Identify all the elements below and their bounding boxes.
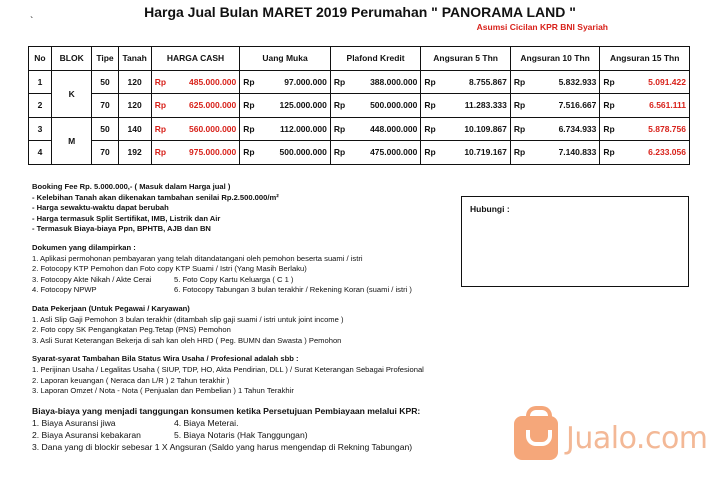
cell-plafond: [330, 117, 421, 141]
kpr-assumption-note: Asumsi Cicilan KPR BNI Syariah: [476, 22, 608, 32]
cell-no: 4: [29, 141, 52, 165]
cell-angsuran-15: [600, 141, 690, 165]
list-item: 1. Aplikasi permohonan pembayaran yang telah ditandatangani oleh pemohon beserta suami / istri: [32, 253, 363, 263]
list-item: [32, 285, 462, 296]
value: 475.000.000: [370, 147, 418, 158]
header-uang-muka: Uang Muka: [240, 47, 331, 71]
list-item: [32, 429, 462, 441]
currency: Rp: [424, 147, 436, 158]
cell-angsuran-5: [421, 70, 511, 94]
currency: Rp: [603, 76, 615, 87]
cell-uang-muka: [240, 117, 331, 141]
cell-tanah: 140: [118, 117, 151, 141]
cell-no: 3: [29, 117, 52, 141]
table-header-row: [29, 47, 690, 71]
watermark-logo: [514, 416, 708, 460]
list-item-right: 5. Biaya Notaris (Hak Tanggungan): [174, 429, 308, 440]
cell-angsuran-10: [510, 94, 600, 118]
currency: Rp: [243, 147, 255, 158]
table-row: [29, 141, 690, 165]
header-tipe: Tipe: [92, 47, 118, 71]
cell-angsuran-10: [510, 70, 600, 94]
header-no: No: [29, 47, 52, 71]
currency: Rp: [513, 76, 526, 87]
cell-uang-muka: [240, 94, 331, 118]
table-row: [29, 117, 690, 141]
cell-plafond: [330, 94, 421, 118]
cell-plafond: [330, 141, 421, 165]
currency: Rp: [333, 100, 346, 111]
value: 485.000.000: [188, 76, 237, 87]
currency: Rp: [424, 123, 436, 134]
value: 10.109.867: [464, 123, 507, 134]
list-item: 2. Foto copy SK Pengangkatan Peg.Tetap (PNS) Pemohon: [32, 325, 231, 335]
value: 6.233.056: [648, 147, 686, 158]
cell-harga-cash: [151, 70, 239, 94]
value: 6.734.933: [558, 123, 597, 134]
value: 10.719.167: [464, 147, 507, 158]
value: 97.000.000: [284, 76, 327, 87]
header-angsuran-5: Angsuran 5 Thn: [421, 47, 511, 71]
list-item: [32, 417, 462, 429]
cell-no: 2: [29, 94, 52, 118]
cell-tanah: 120: [118, 70, 151, 94]
cell-blok-k: K: [51, 70, 92, 117]
list-item-right: 5. Foto Copy Kartu Keluarga ( C 1 ): [174, 274, 294, 284]
page-title: Harga Jual Bulan MARET 2019 Perumahan " PANORAMA LAND ": [144, 4, 576, 20]
currency: Rp: [243, 76, 255, 87]
list-item-right: 6. Fotocopy Tabungan 3 bulan terakhir / Rekening Koran (suami / istri ): [174, 285, 412, 295]
list-item-left: 1. Biaya Asuransi jiwa: [32, 417, 116, 428]
cell-no: 1: [29, 70, 52, 94]
price-table: [28, 46, 690, 165]
cell-angsuran-15: [600, 94, 690, 118]
watermark-text: Jualo.com: [566, 420, 708, 456]
cell-angsuran-5: [421, 117, 511, 141]
currency: Rp: [333, 147, 346, 158]
biaya-heading: Biaya-biaya yang menjadi tanggungan konsumen ketika Persetujuan Pembiayaan melalui KPR:: [32, 405, 421, 416]
cell-tipe: 70: [92, 141, 118, 165]
list-item: 3. Laporan Omzet / Nota - Nota ( Penjualan dan Pembelian ) 1 Tahun Terakhir: [32, 386, 294, 396]
list-item: 1. Perijinan Usaha / Legalitas Usaha ( SIUP, TDP, HO, Akta Pendirian, DLL ) / Surat Keterangan Sebagai Profesional: [32, 364, 424, 374]
value: 625.000.000: [188, 100, 237, 111]
list-item: 1. Asli Slip Gaji Pemohon 3 bulan terakhir (ditambah slip gaji suami / istri untuk joint income ): [32, 314, 344, 324]
list-item-right: 4. Biaya Meterai.: [174, 417, 239, 428]
tick-mark: `: [30, 16, 34, 27]
cell-harga-cash: [151, 117, 239, 141]
cell-angsuran-15: [600, 70, 690, 94]
list-item: 3. Dana yang di blockir sebesar 1 X Angsuran (Saldo yang harus mengendap di Rekning Tabungan): [32, 441, 413, 452]
currency: Rp: [243, 123, 255, 134]
cell-uang-muka: [240, 141, 331, 165]
cell-uang-muka: [240, 70, 331, 94]
currency: Rp: [154, 123, 167, 134]
cell-plafond: [330, 70, 421, 94]
list-item: 2. Fotocopy KTP Pemohon dan Foto copy KTP Suami / Istri (Yang Masih Berlaku): [32, 264, 307, 274]
cell-angsuran-10: [510, 141, 600, 165]
booking-item: - Termasuk Biaya-biaya Ppn, BPHTB, AJB dan BN: [32, 224, 211, 234]
cell-blok-m: M: [51, 117, 92, 164]
shopping-bag-icon: [514, 416, 558, 460]
header-tanah: Tanah: [118, 47, 151, 71]
header-harga-cash: HARGA CASH: [151, 47, 239, 71]
pekerjaan-heading: Data Pekerjaan (Untuk Pegawai / Karyawan): [32, 303, 190, 313]
value: 125.000.000: [279, 100, 327, 111]
currency: Rp: [154, 76, 167, 87]
currency: Rp: [154, 147, 167, 158]
contact-label: Hubungi :: [470, 204, 510, 214]
list-item-left: 2. Biaya Asuransi kebakaran: [32, 429, 141, 440]
header-angsuran-15: Angsuran 15 Thn: [600, 47, 690, 71]
value: 7.140.833: [558, 147, 597, 158]
currency: Rp: [154, 100, 167, 111]
list-item-left: 4. Fotocopy NPWP: [32, 285, 97, 295]
cell-angsuran-10: [510, 117, 600, 141]
value: 560.000.000: [188, 123, 237, 134]
booking-item: - Harga termasuk Split Sertifikat, IMB, Listrik dan Air: [32, 213, 221, 223]
cell-tipe: 70: [92, 94, 118, 118]
header-plafond: Plafond Kredit: [330, 47, 421, 71]
value: 500.000.000: [370, 100, 418, 111]
cell-tipe: 50: [92, 70, 118, 94]
value: 448.000.000: [370, 123, 418, 134]
contact-box: [461, 196, 689, 287]
value: 5.878.756: [648, 123, 686, 134]
cell-angsuran-5: [421, 94, 511, 118]
dokumen-heading: Dokumen yang dilampirkan :: [32, 242, 136, 252]
value: 6.561.111: [649, 100, 686, 111]
currency: Rp: [333, 123, 346, 134]
cell-harga-cash: [151, 141, 239, 165]
currency: Rp: [424, 76, 436, 87]
table-row: [29, 94, 690, 118]
cell-angsuran-15: [600, 117, 690, 141]
list-item: 3. Asli Surat Keterangan Bekerja di sah kan oleh HRD ( Peg. BUMN dan Swasta ) Pemohon: [32, 335, 342, 345]
value: 388.000.000: [370, 76, 418, 87]
list-item: [32, 275, 462, 286]
currency: Rp: [243, 100, 255, 111]
currency: Rp: [424, 100, 436, 111]
booking-fee-heading: Booking Fee Rp. 5.000.000,- ( Masuk dalam Harga jual ): [32, 182, 231, 191]
value: 500.000.000: [279, 147, 327, 158]
table-row: [29, 70, 690, 94]
currency: Rp: [333, 76, 346, 87]
currency: Rp: [603, 100, 615, 111]
value: 11.283.333: [464, 100, 507, 111]
value: 7.516.667: [558, 100, 597, 111]
currency: Rp: [513, 100, 526, 111]
value: 5.832.933: [558, 76, 597, 87]
header-blok: BLOK: [51, 47, 92, 71]
booking-item: - Harga sewaktu-waktu dapat berubah: [32, 203, 169, 213]
currency: Rp: [513, 147, 526, 158]
terms-section: [32, 182, 462, 453]
cell-harga-cash: [151, 94, 239, 118]
currency: Rp: [603, 147, 615, 158]
value: 112.000.000: [280, 123, 327, 134]
value: 975.000.000: [188, 147, 237, 158]
cell-tanah: 192: [118, 141, 151, 165]
cell-tipe: 50: [92, 117, 118, 141]
list-item-left: 3. Fotocopy Akte Nikah / Akte Cerai: [32, 274, 152, 284]
cell-tanah: 120: [118, 94, 151, 118]
booking-item: - Kelebihan Tanah akan dikenakan tambahan senilai Rp.2.500.000/m²: [32, 192, 279, 202]
list-item: 2. Laporan keuangan ( Neraca dan L/R ) 2 Tahun terakhir ): [32, 375, 230, 385]
value: 5.091.422: [648, 76, 686, 87]
header-angsuran-10: Angsuran 10 Thn: [510, 47, 600, 71]
value: 8.755.867: [469, 76, 507, 87]
cell-angsuran-5: [421, 141, 511, 165]
wirausaha-heading: Syarat-syarat Tambahan Bila Status Wira Usaha / Profesional adalah sbb :: [32, 354, 299, 364]
currency: Rp: [603, 123, 615, 134]
currency: Rp: [513, 123, 526, 134]
